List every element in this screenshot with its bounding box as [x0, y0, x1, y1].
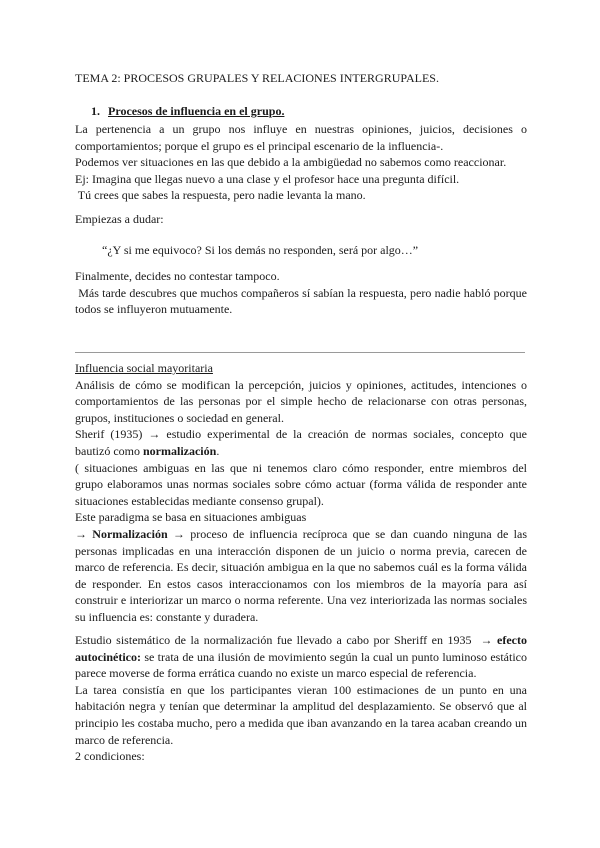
- text-line: Más tarde descubres que muchos compañeros sí sabían la respuesta, pero nadie habló porque: [75, 285, 527, 300]
- text-line: marco de referencia. Es decir, situación ambigua en la que no sabemos cuál es la forma válida: [75, 560, 527, 575]
- text-line: La tarea consistía en que los participantes vieran 100 estimaciones de un punto en una: [75, 682, 527, 697]
- quote-text: “¿Y si me equivoco? Si los demás no responden, será por algo…”: [102, 243, 419, 257]
- text-line: grupo elaboramos unas normas sociales sobre cómo actuar (forma válida de responder ante: [75, 477, 527, 492]
- text-line: [75, 443, 527, 460]
- text-line: [75, 632, 527, 649]
- bold-term: autocinético:: [75, 649, 141, 664]
- text-line: Finalmente, decides no contestar tampoco.: [75, 269, 280, 283]
- text-line: [75, 526, 527, 543]
- text-span: Estudio sistemático de la normalización fue llevado a cabo por Sheriff en 1935 →: [75, 633, 498, 647]
- horizontal-divider: [75, 352, 525, 353]
- section-heading-text: Procesos de influencia en el grupo.: [108, 104, 285, 118]
- text-span: se trata de una ilusión de movimiento según la cual un punto luminoso estático: [140, 649, 527, 664]
- text-span: .: [216, 443, 220, 458]
- text-line: Tú crees que sabes la respuesta, pero nadie levanta la mano.: [75, 188, 366, 203]
- text-span: →: [75, 526, 93, 541]
- text-line: situaciones establecidas mediante consenso grupal).: [75, 493, 324, 508]
- section-heading-procesos: [91, 104, 284, 119]
- text-line: [75, 649, 527, 666]
- text-line: su influencia es: constante y duradera.: [75, 609, 259, 624]
- text-span: → proceso de influencia recíproca que se dan cuando ninguna de las: [167, 526, 527, 541]
- subsection-heading: Influencia social mayoritaria: [75, 361, 213, 375]
- text-line: personas implicadas en una interacción disponen de un juicio o norma previa, carecen de: [75, 543, 527, 558]
- text-line: Este paradigma se basa en situaciones ambiguas: [75, 510, 307, 525]
- bold-term: normalización: [142, 443, 217, 458]
- text-line: de responder. En estos casos interaccionamos con los miembros de la mayoría para así: [75, 576, 527, 591]
- text-line: ( situaciones ambiguas en las que ni tenemos claro cómo responder, entre miembros del: [75, 460, 527, 475]
- text-line: grupos, instituciones o sociedad en general.: [75, 410, 284, 425]
- paragraph-empiezas: Empiezas a dudar:: [75, 212, 164, 226]
- text-line: construir e interiorizar un marco o norma referente. Una vez interiorizada las normas sociales: [75, 593, 527, 608]
- text-span: bautizó como: [75, 443, 143, 458]
- document-title: TEMA 2: PROCESOS GRUPALES Y RELACIONES INTERGRUPALES.: [75, 71, 439, 85]
- section-influencia: [75, 360, 527, 626]
- text-line: Podemos ver situaciones en las que debido a la ambigüedad no sabemos como reaccionar.: [75, 155, 507, 170]
- text-line: Sherif (1935) → estudio experimental de la creación de normas sociales, concepto que: [75, 427, 527, 442]
- text-line: comportamientos de las personas por el simple hecho de relacionarse con otras personas,: [75, 394, 527, 409]
- text-line: 2 condiciones:: [75, 749, 145, 764]
- text-line: La pertenencia a un grupo nos influye en nuestras opiniones, juicios, decisiones o: [75, 122, 527, 136]
- bold-term: Normalización: [92, 526, 168, 541]
- paragraph-pertenencia: [75, 121, 527, 204]
- text-line: marco de referencia.: [75, 732, 174, 747]
- text-line: Ej: Imagina que llegas nuevo a una clase y el profesor hace una pregunta difícil.: [75, 171, 460, 186]
- text-line: todos se influyeron mutuamente.: [75, 302, 233, 317]
- text-line: principio les costaba mucho, pero a medida que iban avanzando en la tarea acaban creando un: [75, 715, 527, 730]
- text-line: comportamientos; porque el grupo es el principal escenario de la influencia-.: [75, 138, 444, 153]
- section-estudio: [75, 632, 527, 765]
- text-line: Análisis de cómo se modifican la percepción, juicios y opiniones, actitudes, intenciones o: [75, 377, 527, 392]
- section-number: 1.: [91, 104, 100, 118]
- bold-term: efecto: [497, 633, 527, 647]
- text-line: habitación negra y tenían que determinar la amplitud del desplazamiento. Se observó que al: [75, 699, 527, 714]
- paragraph-finalmente: [75, 268, 527, 318]
- text-line: parece moverse de forma errática cuando no existe un marco especial de referencia.: [75, 666, 477, 681]
